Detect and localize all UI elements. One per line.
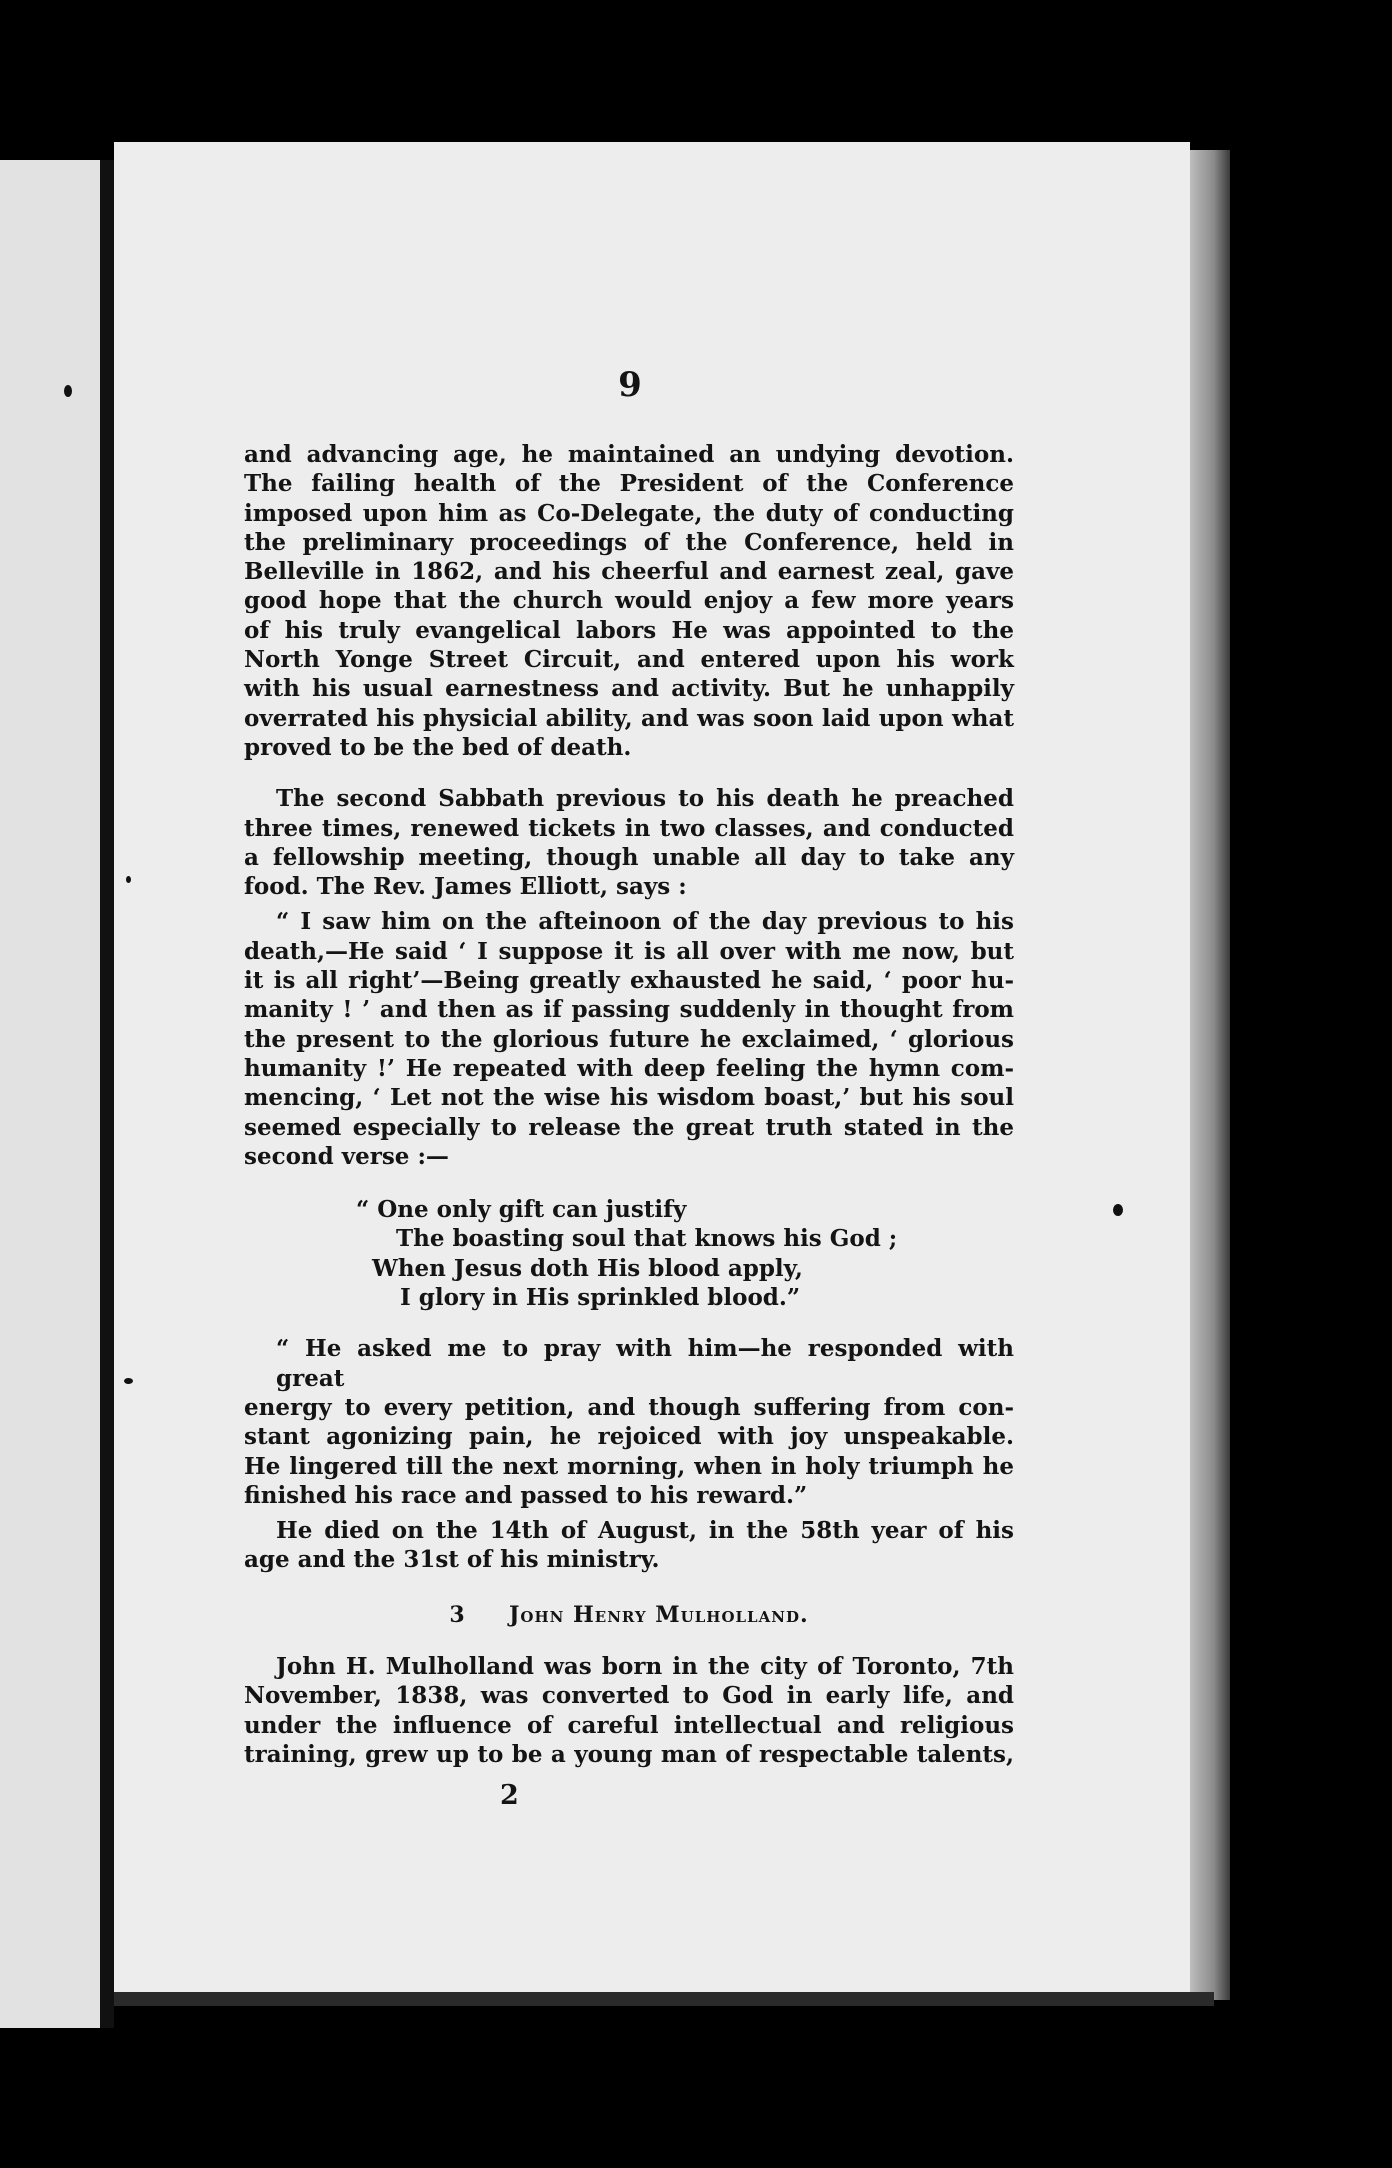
text-line: “ He asked me to pray with him—he responded with great [276, 1335, 1014, 1392]
ink-speck [1113, 1204, 1123, 1216]
text-line: imposed upon him as Co-Delegate, the duty of conducting [244, 499, 1014, 527]
book-gutter [100, 160, 114, 2028]
text-line: “ I saw him on the afteinoon of the day previous to his [276, 908, 1014, 936]
text-line: finished his race and passed to his reward.” [244, 1481, 808, 1509]
text-line: overrated his physicial ability, and was soon laid upon what [244, 704, 1014, 732]
text-line: energy to every petition, and though suffering from con- [244, 1393, 1014, 1421]
text-line: it is all right’—Being greatly exhausted he said, ‘ poor hu- [244, 967, 1014, 995]
text-line: and advancing age, he maintained an undying devotion. [244, 441, 1014, 468]
ink-speck [124, 1378, 133, 1384]
text-line: Belleville in 1862, and his cheerful and earnest zeal, gave [244, 558, 1014, 586]
text-line: a fellowship meeting, though unable all day to take any [244, 843, 1014, 871]
text-line: John H. Mulholland was born in the city of Toronto, 7th [276, 1652, 1014, 1680]
text-line: of his truly evangelical labors He was appointed to the [244, 616, 1014, 644]
text-line: with his usual earnestness and activity. But he unhappily [244, 675, 1014, 703]
paragraph [244, 1516, 1014, 1575]
text-line: seemed especially to release the great truth stated in the [244, 1113, 1014, 1141]
text-line: good hope that the church would enjoy a few more years [244, 587, 1014, 615]
section-heading [244, 1601, 1014, 1630]
text-line: the preliminary proceedings of the Conference, held in [244, 528, 1014, 556]
section-number: 3 [449, 1601, 466, 1628]
text-line: under the influence of careful intellectual and religious [244, 1711, 1014, 1739]
verse-line: “ One only gift can justify [356, 1196, 687, 1224]
quoted-paragraph [244, 907, 1014, 1171]
ink-speck [126, 876, 131, 883]
quoted-paragraph [244, 1334, 1014, 1510]
text-line: The failing health of the President of the Conference [244, 470, 1014, 498]
paragraph [244, 440, 1014, 762]
text-line: the present to the glorious future he exclaimed, ‘ glorious [244, 1025, 1014, 1053]
text-line: November, 1838, was converted to God in early life, and [244, 1682, 1014, 1710]
verse-line: When Jesus doth His blood apply, [372, 1254, 803, 1282]
text-line: food. The Rev. James Elliott, says : [244, 873, 687, 901]
hymn-verse [244, 1195, 1014, 1312]
signature-mark: 2 [500, 1780, 519, 1811]
text-line: He lingered till the next morning, when in holy triumph he [244, 1452, 1014, 1480]
text-line: North Yonge Street Circuit, and entered upon his work [244, 646, 1014, 674]
verse-line: I glory in His sprinkled blood.” [400, 1284, 801, 1312]
page-number: 9 [618, 365, 642, 405]
text-line: death,—He said ‘ I suppose it is all over with me now, but [244, 937, 1014, 965]
text-line: second verse :— [244, 1142, 449, 1170]
text-line: humanity !’ He repeated with deep feeling the hymn com- [244, 1054, 1014, 1082]
text-line: stant agonizing pain, he rejoiced with joy unspeakable. [244, 1423, 1014, 1451]
verse-line: The boasting soul that knows his God ; [396, 1225, 898, 1253]
section-title: John Henry Mulholland. [508, 1601, 809, 1628]
left-page-edge [0, 160, 112, 2028]
paragraph [244, 784, 1014, 901]
ink-speck [64, 385, 72, 397]
text-line: The second Sabbath previous to his death he preached [276, 785, 1014, 813]
paragraph [244, 1652, 1014, 1769]
text-line: proved to be the bed of death. [244, 733, 632, 761]
text-line: age and the 31st of his ministry. [244, 1546, 660, 1574]
page-bottom-edge [114, 1992, 1214, 2006]
text-line: mencing, ‘ Let not the wise his wisdom boast,’ but his soul [244, 1084, 1014, 1112]
text-line: three times, renewed tickets in two classes, and conducted [244, 814, 1014, 842]
page-body [244, 440, 1014, 1769]
text-line: training, grew up to be a young man of respectable talents, [244, 1740, 1014, 1768]
text-line: manity ! ’ and then as if passing suddenly in thought from [244, 996, 1014, 1024]
text-line: He died on the 14th of August, in the 58th year of his [276, 1517, 1014, 1545]
page-edge-shadow [1190, 150, 1230, 2000]
